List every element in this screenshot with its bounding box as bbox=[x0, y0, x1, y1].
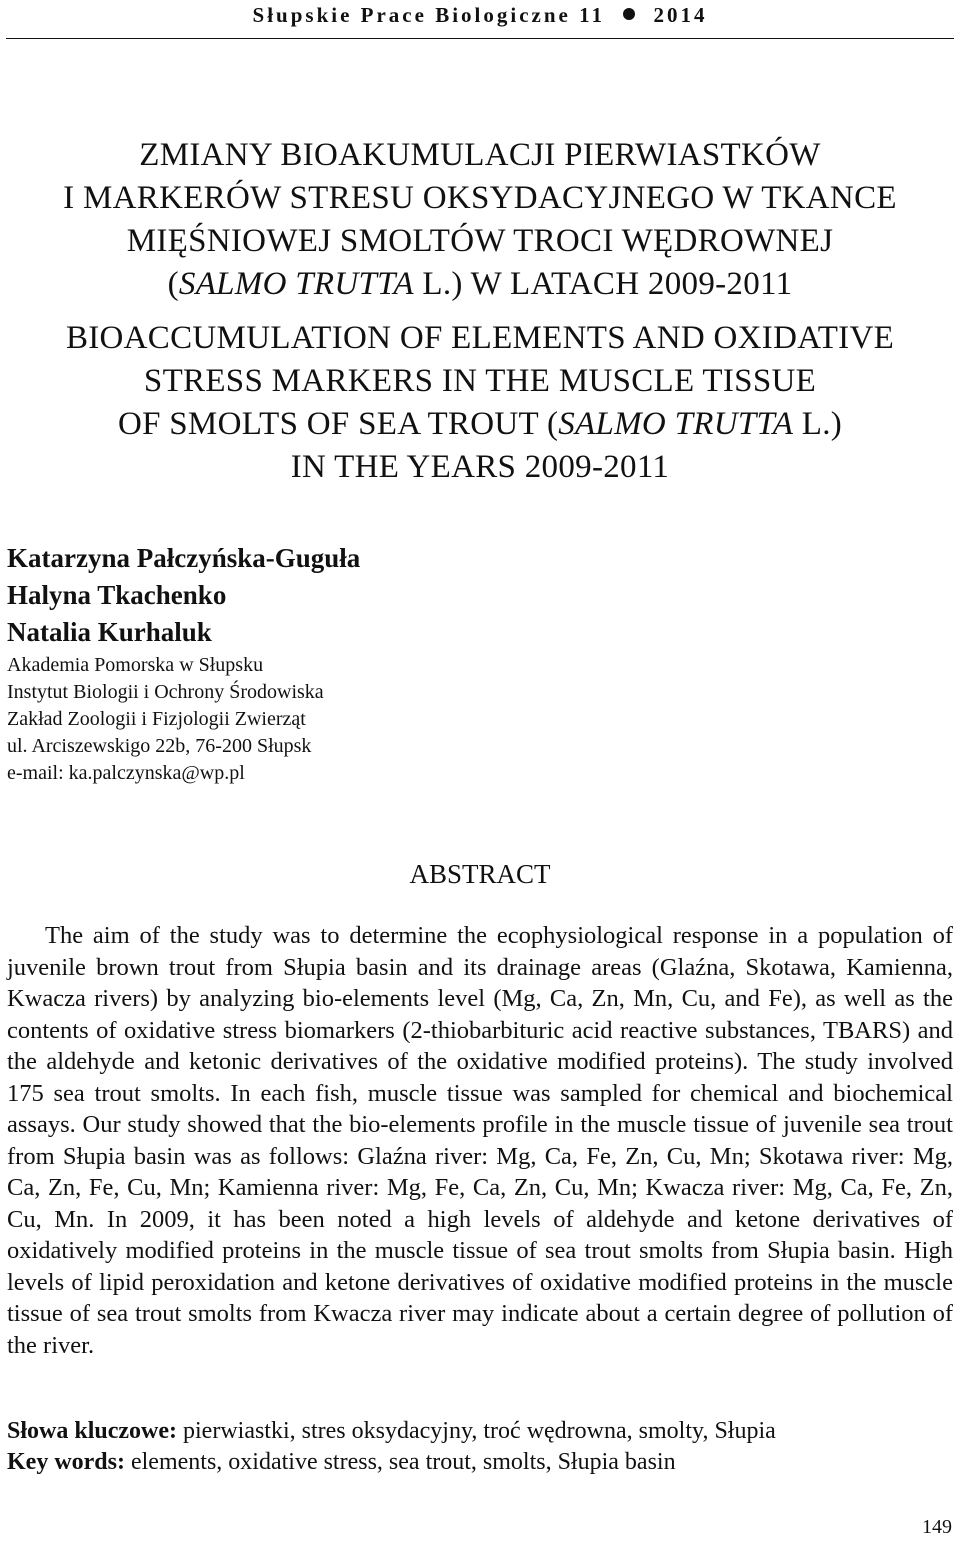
keywords-polish bbox=[7, 1416, 953, 1447]
page-number: 149 bbox=[922, 1516, 952, 1538]
keywords-pl-value: pierwiastki, stres oksydacyjny, troć wędrowna, smolty, Słupia bbox=[177, 1418, 776, 1444]
journal-volume: 11 bbox=[579, 3, 605, 27]
author-name: Katarzyna Pałczyńska-Guguła bbox=[7, 543, 361, 573]
author-list bbox=[7, 540, 360, 651]
abstract-heading: ABSTRACT bbox=[409, 859, 551, 889]
header-rule bbox=[6, 38, 954, 39]
keywords-pl-label: Słowa kluczowe: bbox=[7, 1418, 177, 1444]
title-pl-line-3: MIĘŚNIOWEJ SMOLTÓW TROCI WĘDROWNEJ bbox=[126, 223, 834, 259]
author-name: Natalia Kurhaluk bbox=[7, 617, 212, 647]
title-pl-paren: ( bbox=[167, 266, 179, 302]
keywords-en-label: Key words: bbox=[7, 1449, 125, 1475]
journal-year: 2014 bbox=[653, 3, 708, 27]
title-en-line-4: IN THE YEARS 2009-2011 bbox=[290, 449, 670, 485]
author-email: e-mail: ka.palczynska@wp.pl bbox=[7, 762, 245, 784]
title-pl-line-2: I MARKERÓW STRESU OKSYDACYJNEGO W TKANCE bbox=[63, 180, 897, 216]
title-english bbox=[0, 317, 960, 489]
keywords-en-value: elements, oxidative stress, sea trout, smolts, Słupia basin bbox=[124, 1449, 676, 1475]
title-pl-line-1: ZMIANY BIOAKUMULACJI PIERWIASTKÓW bbox=[139, 137, 821, 173]
author-name: Halyna Tkachenko bbox=[7, 580, 227, 610]
title-en-line-2: STRESS MARKERS IN THE MUSCLE TISSUE bbox=[143, 363, 817, 399]
title-pl-line-4 bbox=[0, 263, 960, 306]
affiliation-line: Zakład Zoologii i Fizjologii Zwierząt bbox=[7, 708, 306, 730]
affiliation bbox=[7, 652, 324, 787]
affiliation-line: Instytut Biologii i Ochrony Środowiska bbox=[7, 681, 324, 703]
title-pl-years: L.) W LATACH 2009-2011 bbox=[413, 266, 793, 302]
title-en-species: SALMO TRUTTA bbox=[558, 406, 794, 442]
title-pl-species: SALMO TRUTTA bbox=[178, 266, 414, 302]
journal-name: Słupskie Prace Biologiczne bbox=[252, 3, 571, 27]
title-en-line-3-start: OF SMOLTS OF SEA TROUT ( bbox=[117, 406, 559, 442]
abstract-body: The aim of the study was to determine the ecophysiological response in a population of juvenile brown trout from Słupia basin and its drainage areas (Glaźna, Skotawa, Kamienna, Kwacza rivers) by analyzing bio-elements level (Mg, Ca, Zn, Mn, Cu, and Fe), as well as the contents of oxidative stress biomarkers (2-thiobarbituric acid reactive substances, TBARS) and the aldehyde and ketonic derivatives of the oxidative modified proteins). The study involved 175 sea trout smolts. In each fish, muscle tissue was sampled for chemical and biochemical assays. Our study showed that the bio-elements profile in the muscle tissue of juvenile sea trout from Słupia basin was as follows: Glaźna river: Mg, Ca, Fe, Zn, Cu, Mn; Skotawa river: Mg, Ca, Zn, Fe, Cu, Mn; Kamienna river: Mg, Fe, Ca, Zn, Cu, Mn; Kwacza river: Mg, Ca, Fe, Zn, Cu, Mn. In 2009, it has been noted a high levels of aldehyde and ketone derivatives of oxidatively modified proteins in the muscle tissue of sea trout smolts from Słupia basin. High levels of lipid peroxidation and ketone derivatives of oxidative modified proteins in the muscle tissue of sea trout smolts from Kwacza river may indicate about a certain degree of pollution of the river. bbox=[7, 922, 953, 1359]
affiliation-line: ul. Arciszewskigo 22b, 76-200 Słupsk bbox=[7, 735, 312, 757]
keywords-english bbox=[7, 1447, 953, 1478]
bullet-separator-icon bbox=[623, 8, 635, 20]
title-en-line-3-end: L.) bbox=[793, 406, 843, 442]
title-en-line-3 bbox=[0, 403, 960, 446]
title-polish bbox=[0, 134, 960, 306]
running-head bbox=[0, 0, 960, 30]
affiliation-line: Akademia Pomorska w Słupsku bbox=[7, 654, 264, 676]
title-en-line-1: BIOACCUMULATION OF ELEMENTS AND OXIDATIVE bbox=[65, 320, 895, 356]
